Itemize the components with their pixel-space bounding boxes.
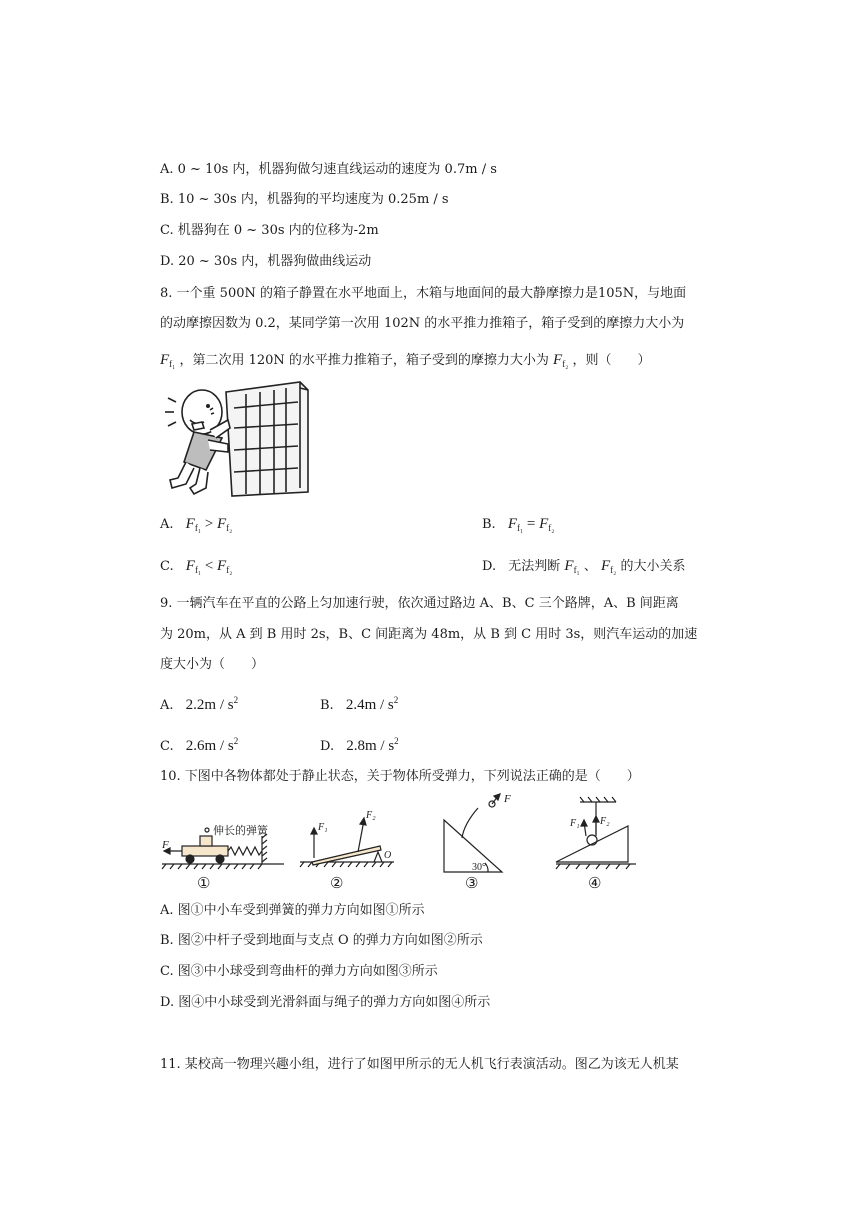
q8-sub-f1: f₁ [169, 359, 176, 369]
q8-stem-line1: 8. 一个重 500N 的箱子静置在水平地面上，木箱与地面间的最大静摩擦力是105N，与地面 [160, 286, 687, 301]
q10-fig2-O-label: O [384, 850, 392, 861]
q9-option-c [160, 731, 238, 757]
q9-stem-line2: 为 20m，从 A 到 B 用时 2s，B、C 间距离为 48m，从 B 到 C 用时 3s，则汽车运动的加速 [160, 627, 698, 642]
q7-option-d: D. 20 ~ 30s 内，机器狗做曲线运动 [160, 254, 372, 269]
q8-stem-line3-text: ，第二次用 120N 的水平推力推箱子，箱子受到的摩擦力大小为 [179, 353, 549, 368]
option-value: 2.2m / s [185, 697, 234, 713]
q10-fig3-F-label: F [504, 793, 511, 805]
q10-figure-3-bent-rod [438, 790, 518, 876]
symbol-F: F [564, 558, 574, 574]
q9-stem-line1: 9. 一辆汽车在平直的公路上匀加速行驶，依次通过路边 A、B、C 三个路牌，A、B 间距离 [160, 596, 679, 611]
q9-option-b [320, 690, 398, 716]
option-label: B. [320, 698, 334, 713]
relation-gt: > [204, 516, 214, 532]
symbol-F: F [507, 516, 517, 532]
sub-f1: f₁ [194, 523, 201, 533]
option-value: 2.6m / s [185, 738, 234, 754]
q7-option-c: C. 机器狗在 0 ~ 30s 内的位移为-2m [160, 223, 379, 238]
q10-stem: 10. 下图中各物体都处于静止状态，关于物体所受弹力，下列说法正确的是（ ） [160, 769, 640, 784]
q10-figure-1-cart-spring [158, 820, 288, 872]
q8-option-d [482, 556, 685, 580]
q10-figure-4-ball-incline [552, 796, 642, 872]
option-label: B. [482, 517, 496, 532]
q11-stem-line1: 11. 某校高一物理兴趣小组，进行了如图甲所示的无人机飞行表演活动。图乙为该无人机某 [160, 1057, 679, 1072]
q10-fig1-F-label: F [162, 839, 169, 851]
option-text: 的大小关系 [620, 559, 686, 574]
q7-option-b: B. 10 ~ 30s 内，机器狗的平均速度为 0.25m / s [160, 192, 449, 207]
q10-fig2-number: ② [330, 874, 344, 892]
symbol-F: F [216, 516, 227, 532]
q9-option-d [320, 731, 399, 757]
q7-option-a: A. 0 ~ 10s 内，机器狗做匀速直线运动的速度为 0.7m / s [160, 162, 497, 177]
q10-fig4-number: ④ [588, 874, 602, 892]
q9-stem-line3: 度大小为（ ） [160, 657, 265, 672]
sub-f1: f₁ [194, 565, 202, 575]
q10-option-b: B. 图②中杆子受到地面与支点 O 的弹力方向如图②所示 [160, 933, 483, 948]
q10-fig1-spring-label: 伸长的弹簧 [213, 825, 268, 837]
sub-f2: f₂ [610, 565, 617, 575]
relation-lt: < [204, 558, 214, 574]
option-label: D. [482, 559, 497, 574]
q8-crate-push-illustration [160, 380, 330, 500]
q10-option-a: A. 图①中小车受到弹簧的弹力方向如图①所示 [160, 903, 425, 918]
q10-figure-2-rod-support [298, 800, 398, 872]
symbol-F: F [217, 558, 227, 574]
superscript: 2 [393, 695, 399, 705]
q10-fig3-number: ③ [465, 874, 479, 892]
option-label: C. [160, 559, 174, 574]
q8-symbol-F: F [553, 352, 563, 368]
sub-f1: f₁ [517, 523, 524, 533]
q10-fig4-F1-label: F₁ [570, 818, 580, 829]
q8-sub-f2: f₂ [562, 359, 569, 369]
q10-fig1-number: ① [197, 874, 211, 892]
q8-stem-line3-end: ，则（ ） [572, 353, 651, 368]
option-label: A. [160, 698, 174, 713]
sub-f2: f₂ [548, 523, 555, 533]
superscript: 2 [233, 736, 239, 746]
symbol-F: F [539, 516, 549, 532]
option-label: A. [160, 517, 174, 532]
q10-fig4-F2-label: F₂ [600, 816, 610, 827]
symbol-F: F [185, 516, 195, 532]
q8-stem-line3 [160, 350, 651, 374]
q9-option-a [160, 690, 238, 716]
sub-f2: f₂ [226, 565, 233, 575]
q8-stem-line2: 的动摩擦因数为 0.2，某同学第一次用 102N 的水平推力推箱子，箱子受到的摩擦力大小为 [160, 316, 685, 331]
option-value: 2.4m / s [345, 697, 394, 713]
option-label: D. [320, 739, 335, 754]
relation-eq: = [526, 516, 536, 532]
option-text: 无法判断 [508, 559, 561, 574]
q10-fig2-F2-label: F₂ [366, 810, 376, 821]
sub-f1: f₁ [573, 565, 580, 575]
superscript: 2 [233, 695, 239, 705]
q8-option-c [160, 556, 232, 580]
symbol-F: F [185, 558, 195, 574]
q10-fig3-angle-label: 30° [472, 862, 486, 873]
q8-option-a [160, 514, 232, 538]
q8-symbol-F: F [160, 352, 170, 368]
q10-option-c: C. 图③中小球受到弯曲杆的弹力方向如图③所示 [160, 964, 438, 979]
q10-fig2-F1-label: F₁ [318, 822, 328, 833]
option-text: 、 [583, 559, 597, 574]
option-value: 2.8m / s [346, 738, 395, 754]
symbol-F: F [601, 558, 611, 574]
option-label: C. [160, 739, 174, 754]
q8-option-b [482, 514, 554, 538]
superscript: 2 [394, 736, 399, 746]
sub-f2: f₂ [226, 523, 233, 533]
q10-option-d: D. 图④中小球受到光滑斜面与绳子的弹力方向如图④所示 [160, 995, 491, 1010]
